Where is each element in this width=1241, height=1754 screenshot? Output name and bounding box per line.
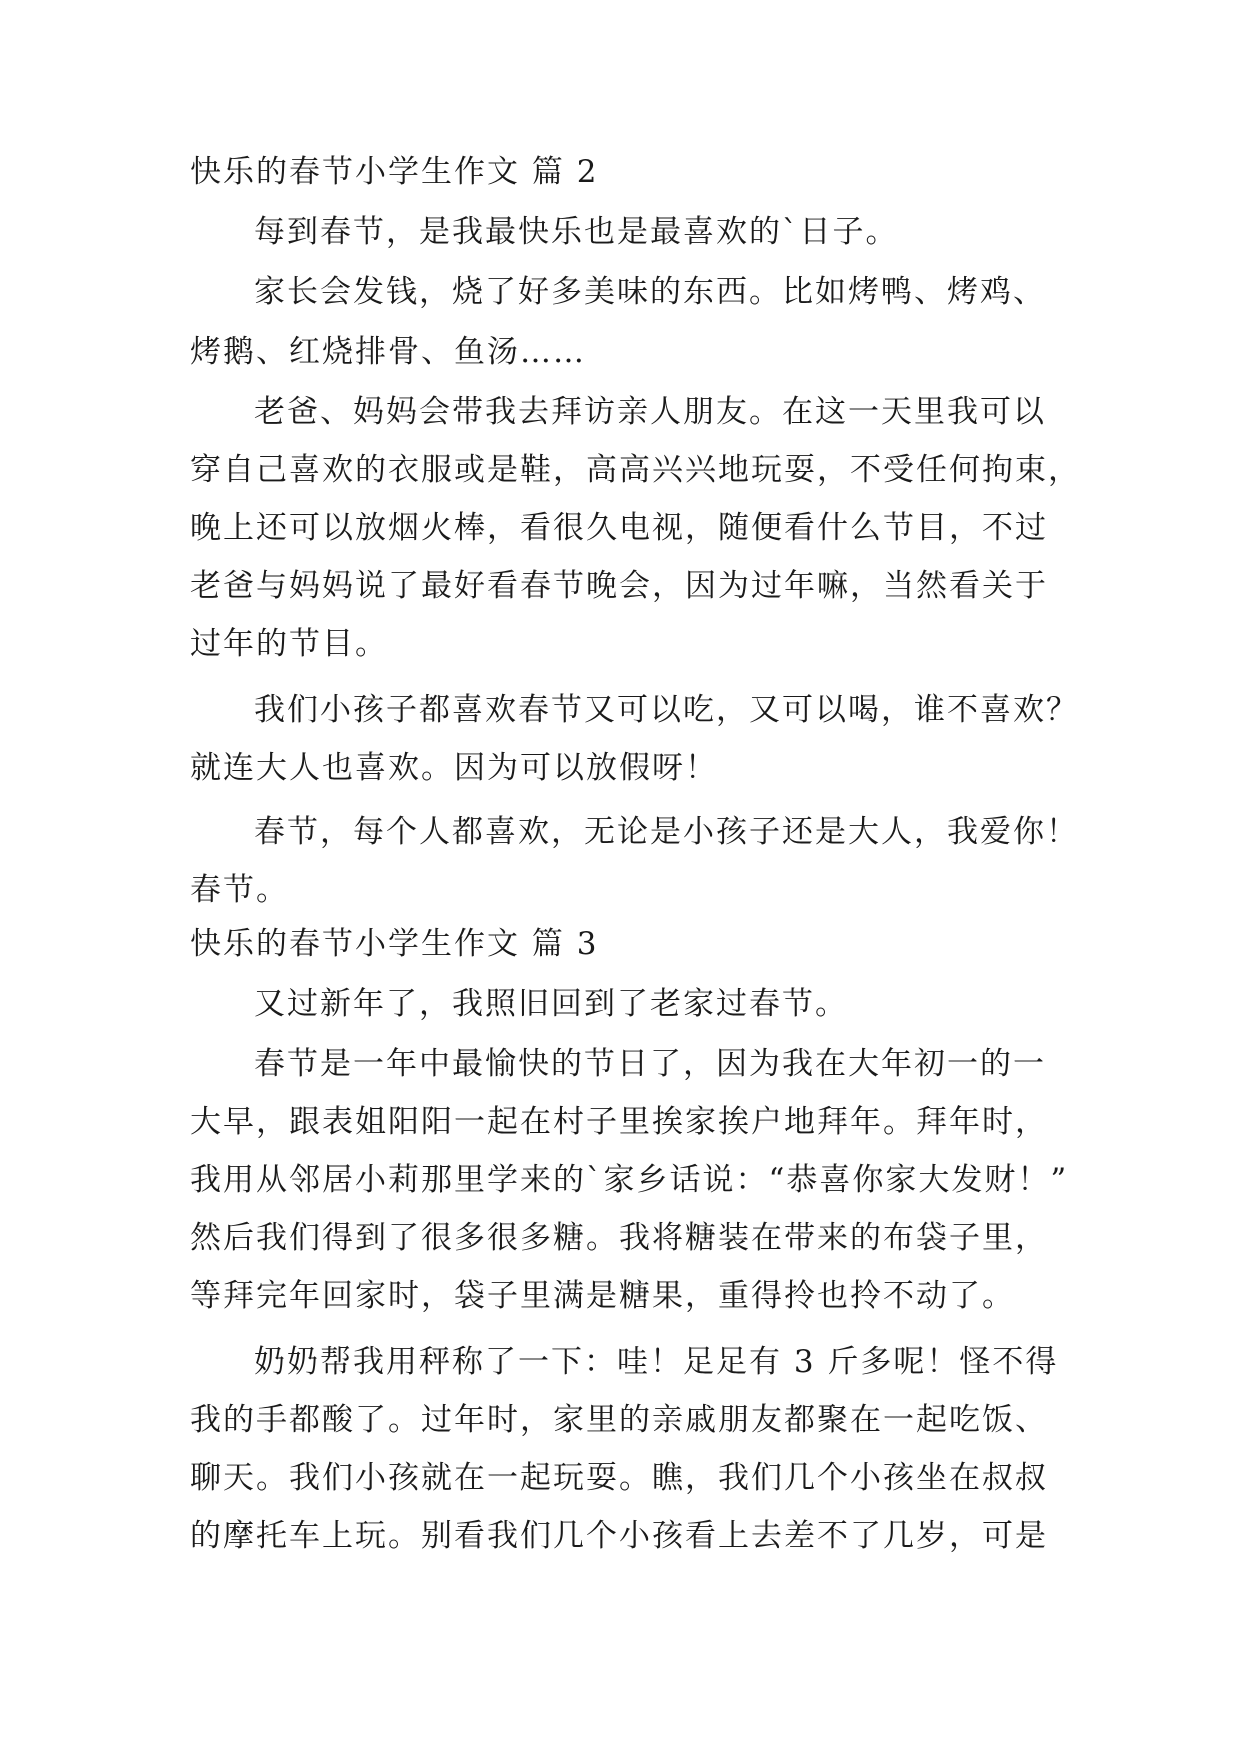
paragraph-line: 老爸、妈妈会带我去拜访亲人朋友。在这一天里我可以 xyxy=(254,394,1046,430)
paragraph-line: 家长会发钱，烧了好多美味的东西。比如烤鸭、烤鸡、 xyxy=(254,274,1046,310)
paragraph-line: 聊天。我们小孩就在一起玩耍。瞧，我们几个小孩坐在叔叔 xyxy=(190,1460,1048,1496)
section-title: 快乐的春节小学生作文 篇 3 xyxy=(190,926,599,962)
paragraph-line: 每到春节，是我最快乐也是最喜欢的`日子。 xyxy=(254,214,899,250)
paragraph-line: 春节是一年中最愉快的节日了，因为我在大年初一的一 xyxy=(254,1046,1046,1082)
paragraph-line: 我们小孩子都喜欢春节又可以吃，又可以喝，谁不喜欢？ xyxy=(254,692,1079,728)
paragraph-line: 春节。 xyxy=(190,872,289,908)
paragraph-line: 我用从邻居小莉那里学来的`家乡话说：“恭喜你家大发财！” xyxy=(190,1162,1069,1198)
paragraph-line: 穿自己喜欢的衣服或是鞋，高高兴兴地玩耍，不受任何拘束， xyxy=(190,452,1081,488)
paragraph-line: 大早，跟表姐阳阳一起在村子里挨家挨户地拜年。拜年时， xyxy=(190,1104,1048,1140)
paragraph-line: 晚上还可以放烟火棒，看很久电视，随便看什么节目，不过 xyxy=(190,510,1048,546)
paragraph-line: 又过新年了，我照旧回到了老家过春节。 xyxy=(254,986,848,1022)
paragraph-line: 就连大人也喜欢。因为可以放假呀！ xyxy=(190,750,718,786)
section-title: 快乐的春节小学生作文 篇 2 xyxy=(190,154,599,190)
paragraph-line: 春节，每个人都喜欢，无论是小孩子还是大人，我爱你！ xyxy=(254,814,1079,850)
paragraph-line: 老爸与妈妈说了最好看春节晚会，因为过年嘛，当然看关于 xyxy=(190,568,1048,604)
paragraph-line: 我的手都酸了。过年时，家里的亲戚朋友都聚在一起吃饭、 xyxy=(190,1402,1048,1438)
paragraph-line: 等拜完年回家时，袋子里满是糖果，重得拎也拎不动了。 xyxy=(190,1278,1015,1314)
paragraph-line: 然后我们得到了很多很多糖。我将糖装在带来的布袋子里， xyxy=(190,1220,1048,1256)
paragraph-line: 过年的节目。 xyxy=(190,626,388,662)
paragraph-line: 的摩托车上玩。别看我们几个小孩看上去差不了几岁，可是 xyxy=(190,1518,1048,1554)
paragraph-line: 奶奶帮我用秤称了一下：哇！足足有 3 斤多呢！怪不得 xyxy=(254,1344,1059,1380)
paragraph-line: 烤鹅、红烧排骨、鱼汤…… xyxy=(190,334,586,370)
